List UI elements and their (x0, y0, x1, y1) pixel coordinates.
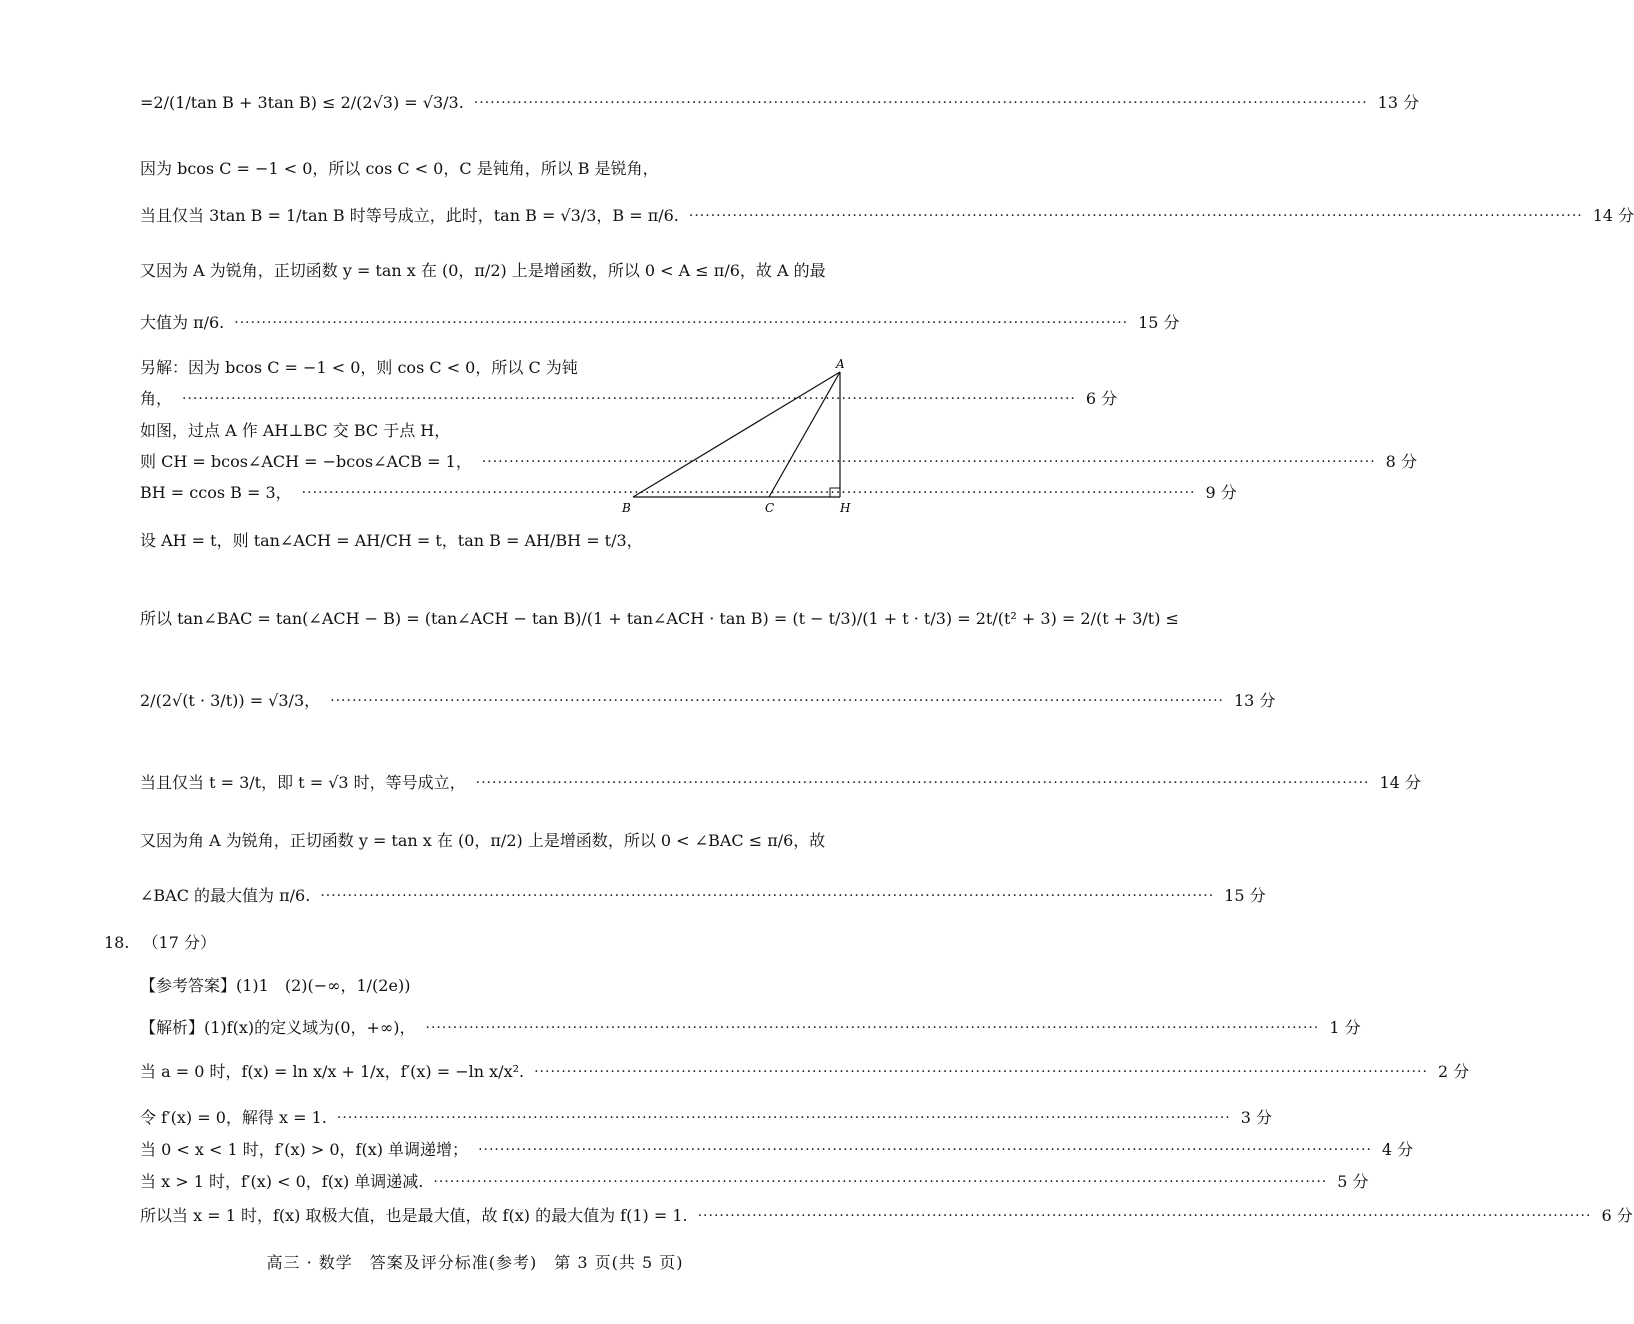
triangle-figure (615, 352, 860, 522)
label-A: A (836, 357, 845, 371)
score-label: 14 分 (1379, 773, 1421, 792)
text: 又因为角 A 为锐角，正切函数 y = tan x 在 (0，π/2) 上是增函数，所以 0 < ∠BAC ≤ π/6，故 (140, 831, 826, 850)
question-points: （17 分） (142, 933, 216, 952)
leader-dots (426, 1017, 1320, 1039)
text: 设 AH = t，则 tan∠ACH = AH/CH = t，tan B = AH/BH = t/3， (140, 531, 643, 550)
score-label: 1 分 (1329, 1018, 1361, 1037)
text: 当且仅当 t = 3/t，即 t = √3 时，等号成立， (140, 773, 466, 792)
score-label: 8 分 (1385, 452, 1417, 471)
line-9-score (140, 482, 1237, 504)
leader-dots (698, 1205, 1592, 1227)
line-15-score-b (140, 885, 1266, 907)
question-number: 18. (104, 933, 130, 952)
text: 另解：因为 bcos C = −1 < 0，则 cos C < 0，所以 C 为钝 (140, 358, 578, 377)
leader-dots (320, 885, 1214, 907)
side-AC (769, 372, 840, 497)
leader-dots (330, 690, 1224, 712)
score-label: 9 分 (1205, 483, 1237, 502)
right-angle-mark (830, 488, 840, 497)
text: 当 a = 0 时，f(x) = ln x/x + 1/x，f′(x) = −ln x/x². (140, 1062, 525, 1081)
text: 则 CH = bcos∠ACH = −bcos∠ACB = 1， (140, 452, 472, 471)
side-AB (633, 372, 840, 497)
text: 所以 tan∠BAC = tan(∠ACH − B) = (tan∠ACH − tan B)/(1 + tan∠ACH · tan B) = (t − t/3)/(1 + t · t/3) = 2t/(t² + 3) = 2/(t + 3/t) ≤ (140, 609, 1179, 628)
line-6-score (140, 388, 1118, 410)
text: 如图，过点 A 作 AH⊥BC 交 BC 于点 H， (140, 421, 451, 440)
line-6-score-q18 (140, 1205, 1633, 1227)
score-label: 6 分 (1601, 1206, 1633, 1225)
leader-dots (234, 312, 1128, 334)
leader-dots (337, 1107, 1231, 1129)
score-label: 13 分 (1233, 691, 1276, 710)
line-13-score-a (140, 92, 1420, 114)
line-8-score (140, 451, 1417, 473)
text: 当 x > 1 时，f′(x) < 0，f(x) 单调递减. (140, 1172, 424, 1191)
leader-dots (476, 772, 1370, 794)
text-line (140, 158, 850, 180)
score-label: 4 分 (1381, 1140, 1414, 1159)
reference-answer (140, 975, 850, 997)
text: 【解析】(1)f(x)的定义域为(0，+∞)， (140, 1018, 416, 1037)
text: 【参考答案】(1)1 (2)(−∞，1/(2e)) (140, 976, 411, 995)
score-label: 15 分 (1224, 886, 1266, 905)
leader-dots (474, 92, 1368, 114)
leader-dots (689, 205, 1583, 227)
line-4-score (140, 1139, 1414, 1161)
text-line (140, 260, 850, 282)
text: ∠BAC 的最大值为 π/6. (140, 886, 311, 905)
score-label: 15 分 (1138, 313, 1180, 332)
leader-dots (478, 1139, 1372, 1161)
text-line (140, 608, 1179, 630)
score-label: 13 分 (1377, 93, 1420, 112)
text: 当 0 < x < 1 时，f′(x) > 0，f(x) 单调递增； (140, 1140, 469, 1159)
line-15-score-a (140, 312, 1180, 334)
question-18-header (104, 930, 216, 953)
text: 因为 bcos C = −1 < 0，所以 cos C < 0，C 是钝角，所以 B 是锐角， (140, 159, 659, 178)
leader-dots (534, 1061, 1428, 1083)
page-footer: 高三 · 数学 答案及评分标准(参考) 第 3 页(共 5 页) (266, 1253, 684, 1272)
text-line (140, 830, 850, 852)
line-13-score-b (140, 690, 1276, 712)
line-2-score (140, 1061, 1470, 1083)
score-label: 14 分 (1592, 206, 1634, 225)
label-H: H (840, 501, 851, 515)
leader-dots (433, 1171, 1327, 1193)
text: 当且仅当 3tan B = 1/tan B 时等号成立，此时，tan B = √3/3，B = π/6. (140, 206, 679, 225)
text: 大值为 π/6. (140, 313, 225, 332)
label-C: C (765, 501, 775, 515)
line-5-score (140, 1171, 1369, 1193)
text: 所以当 x = 1 时，f(x) 取极大值，也是最大值，故 f(x) 的最大值为 f(1) = 1. (140, 1206, 688, 1225)
line-14-score-b (140, 772, 1421, 794)
score-label: 5 分 (1337, 1172, 1369, 1191)
text: 2/(2√(t · 3/t)) = √3/3， (140, 691, 321, 710)
line-1-score (140, 1017, 1361, 1039)
text: BH = ccos B = 3， (140, 483, 292, 502)
text: 令 f′(x) = 0，解得 x = 1. (140, 1108, 327, 1127)
text: 又因为 A 为锐角，正切函数 y = tan x 在 (0，π/2) 上是增函数，所以 0 < A ≤ π/6，故 A 的最 (140, 261, 826, 280)
line-14-score-a (140, 205, 1634, 227)
line-3-score (140, 1107, 1272, 1129)
score-label: 3 分 (1240, 1108, 1272, 1127)
score-label: 2 分 (1437, 1062, 1470, 1081)
label-B: B (622, 501, 631, 515)
text-line (140, 420, 604, 442)
score-label: 6 分 (1085, 389, 1118, 408)
text: 角， (140, 389, 173, 408)
formula-line: =2/(1/tan B + 3tan B) ≤ 2/(2√3) = √3/3. (140, 93, 464, 112)
text-line (140, 530, 850, 552)
text-line (140, 357, 604, 379)
